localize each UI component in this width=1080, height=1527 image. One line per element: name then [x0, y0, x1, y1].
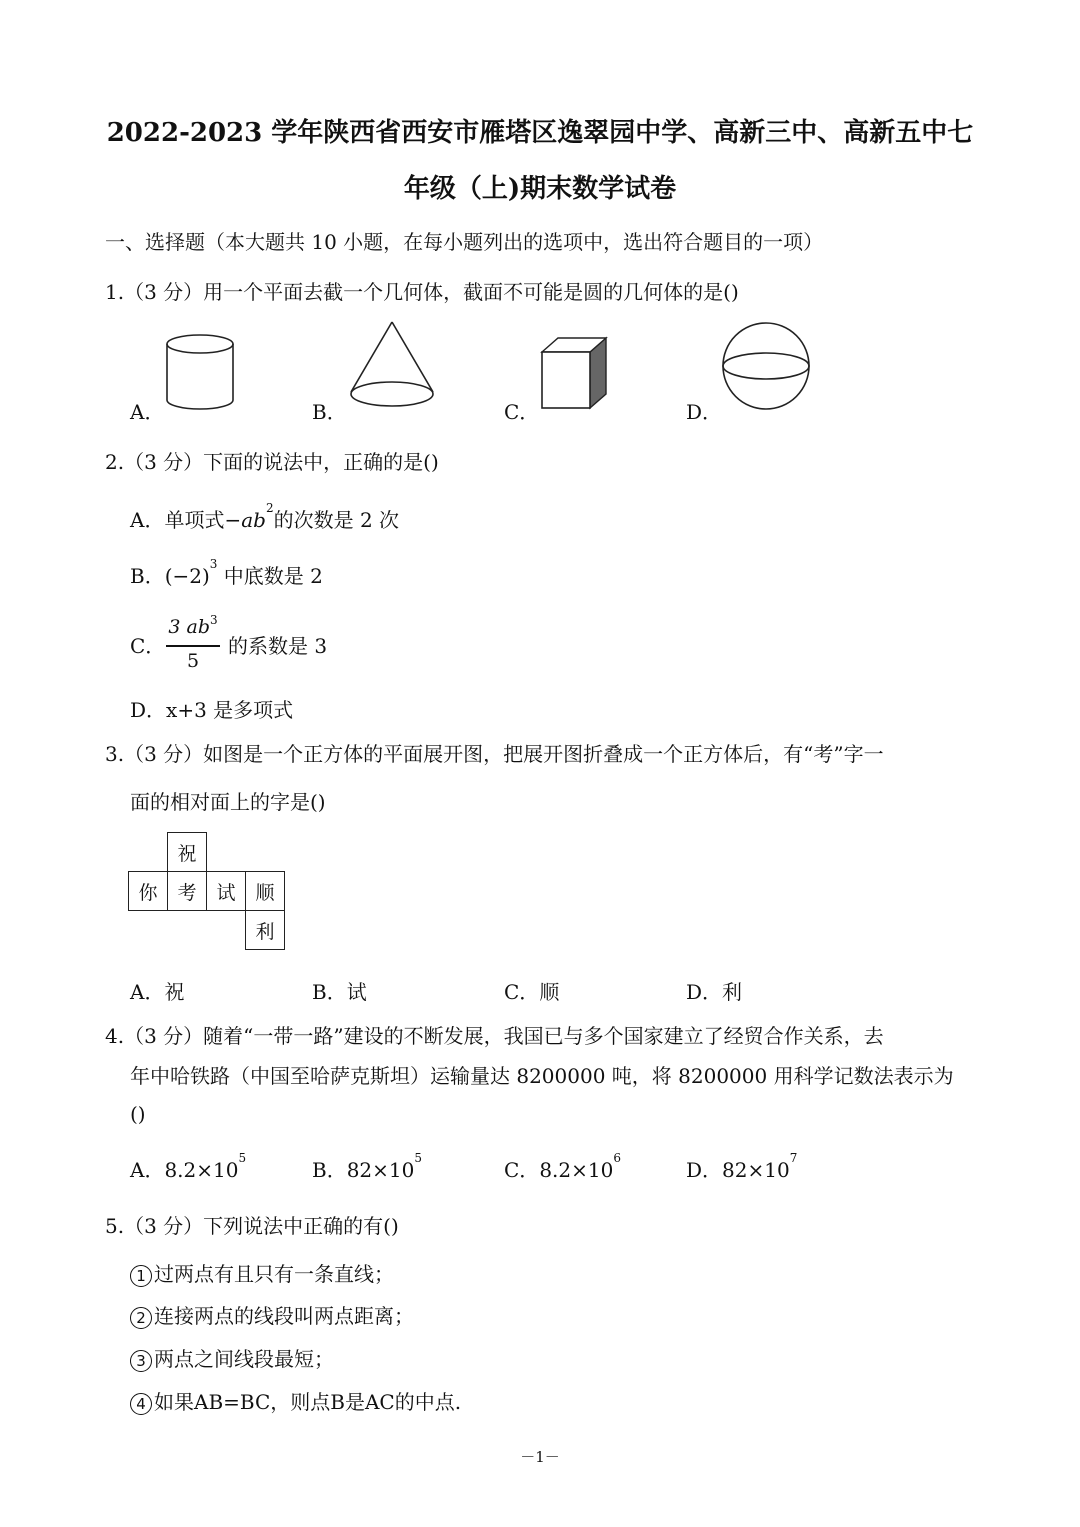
q4-option-b: B．$82\times 10^5$ [312, 1151, 422, 1182]
net-cell-bottom: 利 [246, 911, 285, 950]
circled-number: 4 [130, 1393, 152, 1415]
q2-option-d-label: D． [130, 698, 167, 722]
q2-option-d-text: x+3 是多项式 [166, 698, 294, 722]
cube-icon [536, 332, 614, 414]
q2-option-c-fraction [166, 613, 220, 676]
question-4-stem-2: 年中哈铁路（中国至哈萨克斯坦）运输量达 8200000 吨，将 8200000 用科学记数法表示为 [130, 1064, 954, 1088]
q2-option-d [130, 694, 293, 723]
circled-number: 2 [130, 1307, 152, 1329]
q2-option-a-text-1: 单项式− [164, 508, 242, 532]
net-cell: 顺 [246, 872, 285, 911]
cube-net [128, 832, 285, 950]
title-line-2: 年级（上)期末数学试卷 [403, 174, 677, 204]
q3-option-b: B．试 [312, 980, 367, 1004]
sphere-icon [720, 320, 814, 414]
q2-option-c-text: 的系数是 3 [228, 634, 328, 658]
q2-option-c-label: C． [130, 634, 166, 658]
circled-number: 3 [130, 1350, 152, 1372]
question-3-stem-1: 3.（3 分）如图是一个正方体的平面展开图，把展开图折叠成一个正方体后，有“考”字一 [105, 742, 884, 766]
q3-option-c: C．顺 [504, 980, 560, 1004]
question-1-stem: 1.（3 分）用一个平面去截一个几何体，截面不可能是圆的几何体的是() [105, 280, 739, 304]
q4-option-c: C．$8.2\times 10^6$ [504, 1151, 621, 1182]
question-3-stem-2: 面的相对面上的字是() [130, 790, 326, 814]
net-cell-top: 祝 [168, 833, 207, 872]
cylinder-icon [160, 332, 242, 414]
q5-item-1: 1 过两点有且只有一条直线； [130, 1258, 394, 1287]
circled-number: 1 [130, 1265, 152, 1287]
q2-option-a [130, 501, 400, 533]
q2-option-a-text-2: 的次数是 2 次 [273, 508, 400, 532]
q5-item-3: 3 两点之间线段最短； [130, 1343, 334, 1372]
fraction-numerator: 3 $ab^3$ [168, 613, 218, 638]
q2-option-b-label: B． [130, 564, 165, 588]
q4-option-a: A．$8.2\times 10^5$ [130, 1151, 247, 1182]
q1-option-c-label: C． [504, 400, 540, 424]
section-heading: 一、选择题（本大题共 10 小题，在每小题列出的选项中，选出符合题目的一项） [105, 230, 824, 254]
q1-option-b-label: B． [312, 400, 347, 424]
question-2-stem: 2.（3 分）下面的说法中，正确的是() [105, 450, 439, 474]
q2-option-a-var: ab [241, 508, 266, 532]
q1-option-a-label: A． [130, 400, 165, 424]
title-line-1: 2022-2023 学年陕西省西安市雁塔区逸翠园中学、高新三中、高新五中七 [106, 118, 974, 148]
q5-item-4: 4 如果AB=BC，则点B是AC的中点. [130, 1386, 461, 1415]
question-4-stem-1: 4.（3 分）随着“一带一路”建设的不断发展，我国已与多个国家建立了经贸合作关系，去 [105, 1024, 884, 1048]
q2-option-b-text: 中底数是 2 [223, 564, 323, 588]
q2-option-b-sup: 3 [209, 557, 218, 571]
q2-option-a-sup: 2 [265, 501, 274, 515]
q2-option-b-base: (−2) [164, 564, 210, 588]
q5-item-2: 2 连接两点的线段叫两点距离； [130, 1300, 414, 1329]
fraction-bar [166, 645, 220, 647]
q1-option-d-label: D． [686, 400, 723, 424]
q3-option-a: A．祝 [130, 980, 185, 1004]
net-cell: 你 [129, 872, 168, 911]
q4-option-d: D．$82\times 10^7$ [686, 1151, 798, 1182]
question-4-stem-3: () [130, 1102, 146, 1126]
net-cell: 考 [168, 872, 207, 911]
question-5-stem: 5.（3 分）下列说法中正确的有() [105, 1214, 399, 1238]
cone-icon [345, 318, 441, 414]
q2-option-b [130, 557, 323, 589]
page-number: －1－ [520, 1448, 560, 1466]
q2-option-a-label: A． [130, 508, 165, 532]
q3-option-d: D．利 [686, 980, 743, 1004]
fraction-denominator: 5 [186, 650, 200, 672]
net-cell: 试 [207, 872, 246, 911]
